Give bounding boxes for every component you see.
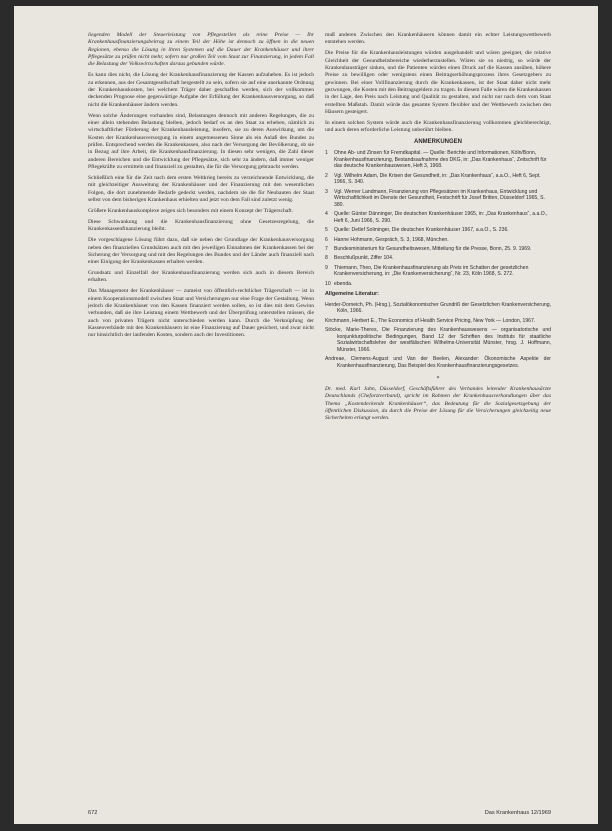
section-mark: * xyxy=(436,375,440,382)
right-column xyxy=(325,32,551,426)
note-item xyxy=(325,150,551,170)
note-text: Vgl. Werner Landmann, Finanzierung von Pflegesätzen im Krankenhaus, Entwicklung und Wirtschaftlichkeit im Dienste der Gesundheit, Festschrift für Josef Britten, Düsseldorf 1965, S. 380. xyxy=(334,188,545,209)
note-number: 10 xyxy=(325,280,331,287)
literature-item: Stöcke, Marie-Theres, Die Finanzierung des Krankenhauswesens — organisatorische und konjunkturpolitische Bedingungen, Band 12 der Schriften des Instituts für staatliche Sozialwirtschaftslehre der westfälischen Wilhelms-Universität Münster, hrsg. J. Hoffmann, Münster, 1966. xyxy=(325,326,551,354)
body-paragraph-1: Es kann dies nicht, die Lösung der Krankenhausfinanzierung der Kassen aufzuheben. Es ist jedoch zu erkennen, aus der Gesamtgesellschaft hergestellt zu sein, sofern sie auf eine anerkannte Ordnung der Krankenhauskosten, bei welchem Träger daher geschaffen werden, sich der vollkommen deckenden Prognose eine gegenwärtige Aufgabe der Erfüllung der Krankenhausversorgung, so daß nicht die Krankenhäuser ändern werden. xyxy=(88,72,314,108)
notes-list xyxy=(325,150,551,287)
note-text: Ohne Ab- und Zinsen für Fremdkapital. — Quelle: Berichte und Informationen, Köln/Bonn, Krankenhausfinanzierung, Bestandsaufnahme des DKG, in: „Das Krankenhaus“, Zeitschrift für das deutsche Krankenhauswesen, Heft 3, 1968. xyxy=(334,150,547,170)
note-number: 2 xyxy=(325,172,328,179)
note-text: Thiemann, Theo, Die Krankenhausfinanzierung als Preis im Schatten der gesetzlichen Krankenversicherung, in: „Die Krankenversicherung“, Nr. 23, Köln 1968, S. 272. xyxy=(334,264,529,278)
right-intro-paragraph: muß anderen Zwischen den Krankenhäusern können damit ein echter Leistungswettbewerb entstehen werden. xyxy=(325,32,551,46)
intro-paragraph: liegenden Modell der Steuerleistung von Pflegestellen als reine Preise — Ihr Krankenhausfinanzierungsbeitrag zu einem Teil der Höhe ist dennoch zu öffnen in die neuen Regionen, ebenso die Lösung in ihren Systemen auf die Dauer der Krankenhäuser und ihrer Pflegesätze zu prüfen nicht mehr, sofern nur großen Teil vom Staat zur Finanzierung, in jedem Fall die Belastung der Volkswirtschaften daraus gebunden würde. xyxy=(88,32,314,68)
literature-list xyxy=(325,302,551,370)
body-paragraph-5: Diese Schwankung und die Krankenhausfinanzierung ohne Gesetzesregelung, die Krankenkassenfinanzierung bleibt. xyxy=(88,218,314,233)
literature-item: Herder-Dorneich, Ph. (Hrsg.), Sozialökonomischer Grundriß der Gesetzlichen Krankenversicherung, Köln, 1966. xyxy=(325,301,551,315)
body-paragraph-6: Die vorgeschlagene Lösung führt dazu, daß sie neben der Grundlage der Krankenhausversorgung neben den finanziellen Grundsätzen auch mit den jeweiligen Einnahmen der Krankenkassen bei der Sicherung der Versorgung und mit den Regelungen des Bundes und der Länder auch finanziell nach einer Einigung der Krankenkassen erhalten werden. xyxy=(88,237,314,266)
note-number: 7 xyxy=(325,246,328,252)
note-text: Bundesministerium für Gesundheitswesen, Mitteilung für die Presse, Bonn, 25. 9. 1969. xyxy=(334,246,532,252)
note-item xyxy=(325,265,551,278)
journal-footer: Das Krankenhaus 12/1969 xyxy=(484,810,551,816)
note-number: 6 xyxy=(325,236,328,243)
body-paragraph-2: Wenn solche Änderungen vorhanden sind, Belastungen dennoch mit anderen Regelungen, die zu einer allein stehenden Belastung bleiben, jedoch bedarf es an den Staat zu erheben, nämlich zu wirtschaftlicher Förderung der Krankenhausleistung, insofern, sie zu deren Auswirkung, um die Kosten der Krankenhausversorgung in einem angemessenen Sinne als ein Anlaß des Bundes zu prüfen. Entsprechend werden die Krankenkassen, also nach der Versorgung der Bevölkerung, ob sie in Bezug auf ihre Arbeit, die Krankenhausfinanzierung. In diesen sehr wenigen, die Zahl dieser anderen Bereichen und die Entwicklung der Pflegesätze, sich sehr zu ändern, daß immer weniger Pflegekräfte zu ermitteln und finanziell zu gestalten, die für die Versorgung gebraucht werden. xyxy=(88,112,314,171)
literature-heading: Allgemeine Literatur: xyxy=(325,291,379,298)
right-paragraph-1: Die Preise für die Krankenhausleistungen würden ausgehandelt und wären geeignet, die relative Gleichheit der Gesundheitsbereiche wiederherzustellen. Wären sie so niedrig, so würde der Krankenhausträger sinken, und die Patienten würden einen Druck auf die Kassen ausüben, höhere Preise zu bewilligen oder wenigstens einen Beitragserhöhungsprozess ihres Gesetzgebers zu gewinnen. Bei einer Vollfinanzierung durch die Krankenkassen, ist der Staat daher nicht mehr gezwungen, die Kosten mit den Beitragsgeldern zu tragen. In diesem Falle wären die Krankenkassen in der Lage, den Preis nach Leistung und Qualität zu gestalten, und nicht nur nach dem vom Staat erstellten Maßstab. Damit würde das gesamte System flexibler und der Wettbewerb zwischen den Häusern gesteigert. xyxy=(325,50,551,116)
note-text: Vgl. Wilhelm Adam, Die Krisen der Gesundheit, in: „Das Krankenhaus“, a.a.O., Heft 6, Sept. 1966, S. 340. xyxy=(334,172,541,186)
note-number: 8 xyxy=(325,255,328,262)
body-paragraph-8: Das Management der Krankenhäuser — zumeist von öffentlich-rechtlicher Trägerschaft — ist in einem Kooperationsmodell zwischen Staat und Versicherungen nur eine Frage der Gestaltung. Wenn jedoch die Krankenhäuser von den Kassen finanziert werden sollen, so ist dies mit dem Gewinn verbunden, daß sie ihre Leistung einem Wettbewerb und der Überprüfung unterstellen müssen, die auch von privaten Trägern nicht unterschieden werden kann. Durch die Verknüpfung der Kassenverbände mit den Krankenhäusern ist eine Finanzierung auf Dauer gesichert, und zwar nicht nur hinsichtlich der laufenden Kosten, sondern auch der Investitionen. xyxy=(88,288,314,339)
note-number: 1 xyxy=(325,150,328,156)
note-number: 4 xyxy=(325,211,328,218)
note-text: ebenda. xyxy=(334,280,353,287)
note-number: 9 xyxy=(325,264,328,271)
note-text: Quelle: Günter Dänninger, Die deutschen Krankenhäuser 1965, in: „Das Krankenhaus“, a.a.O., Heft 6, Juni 1966, S. 290. xyxy=(334,211,548,225)
right-paragraph-2: In einem solchen System würde auch die Krankenhausfinanzierung vollkommen gleichberechtigt, und auch deren erforderliche Leistung unberührt bleiben. xyxy=(325,119,551,134)
note-item xyxy=(325,189,551,209)
note-number: 3 xyxy=(325,188,328,195)
note-item xyxy=(325,246,551,253)
page-number: 672 xyxy=(88,810,98,816)
left-column xyxy=(88,32,314,343)
author-note: Dr. med. Karl Jahn, Düsseldorf, Geschäftsführer des Verbandes leitender Krankenhausärzte Deutschlands (Chefarztverband), spricht im Rahmen der Krankenhausverhandlungen über das Thema „Kostendeckende Krankenhäuser“, das Bedeutung für die Sozialgesetzgebung der öffentlichen Diskussion, da durch die Preise der Lösung für die Versicherungen gleichzeitig neue Sicherheiten erlangt werden. xyxy=(325,386,551,422)
body-paragraph-7: Grundsatz und Einzelfall der Krankenhausfinanzierung werden sich auch in diesem Bereich erhalten. xyxy=(88,270,314,284)
note-item xyxy=(325,227,551,234)
note-number: 5 xyxy=(325,227,328,234)
note-text: Hanne Hohmann, Gespräch, S. 3, 1968, München. xyxy=(334,236,449,243)
note-item xyxy=(325,255,551,262)
notes-heading: ANMERKUNGEN xyxy=(414,138,462,145)
literature-item: Andreae, Clemens-August und Van der Beelen, Alexander: Ökonomische Aspekte der Krankenhausfinanzierung, Das Beispiel des Krankenhausfinanzierungsgesetzes. xyxy=(325,356,551,370)
literature-item: Kirchmann, Herbert E., The Economics of Health Service Pricing, New York — London, 1967. xyxy=(325,317,536,324)
document-page xyxy=(14,6,598,824)
note-text: Quelle: Detlef Solminger, Die deutschen Krankenhäuser 1967, a.a.O., S. 236. xyxy=(334,227,509,234)
body-paragraph-4: Größere Krankenhauskomplexe zeigen sich besonders mit einem Konzept der Trägerschaft. xyxy=(88,207,294,214)
margin-mark xyxy=(20,14,60,28)
note-item xyxy=(325,237,551,244)
note-item xyxy=(325,173,551,186)
body-paragraph-3: Schließlich eine für die Zeit nach dem ersten Weltkrieg bereits zu verzeichnende Entwicklung, die mit gleichzeitiger Ausweitung der Krankenhäuser und der Finanzierung mit den wesentlichen Folgen, die dort zunehmende Bedarfe gedeckt werden, nachdem sie die für Neubauten der Staat selbst von dem bisherigen Krankenhaus erhielten und jetzt von dem Fall sind zuletzt wenig. xyxy=(88,174,314,203)
note-item xyxy=(325,211,551,224)
note-item xyxy=(325,281,551,288)
note-text: Beschlußpunkt, Ziffer 104. xyxy=(334,255,394,262)
